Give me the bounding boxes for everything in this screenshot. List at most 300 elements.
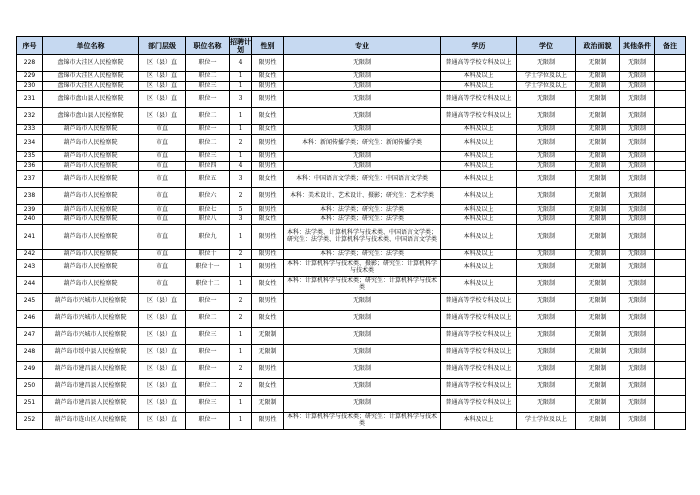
cell-gender: 限男性 [252, 361, 284, 378]
cell-gender: 限男性 [252, 293, 284, 310]
cell-political-status: 无限制 [576, 108, 620, 125]
cell-major: 无限制 [284, 72, 441, 82]
cell-unit-name: 葫芦岛市人民检察院 [43, 276, 139, 293]
cell-unit-name: 葫芦岛市建昌县人民检察院 [43, 378, 139, 395]
cell-major: 本科：法学类；研究生：法学类 [284, 205, 441, 215]
cell-political-status: 无限制 [576, 344, 620, 361]
cell-remarks [655, 188, 686, 205]
table-row [17, 91, 686, 108]
cell-major: 本科：美术设计、艺术设计、摄影；研究生：艺术学类 [284, 188, 441, 205]
cell-other-conditions: 无限制 [620, 276, 655, 293]
cell-education: 普通高等学校专科及以上 [441, 108, 517, 125]
cell-education: 普通高等学校专科及以上 [441, 378, 517, 395]
table-row [17, 188, 686, 205]
header-cell: 招聘计划 [230, 37, 251, 54]
cell-remarks [655, 55, 686, 72]
cell-unit-name: 葫芦岛市建昌县人民检察院 [43, 361, 139, 378]
cell-dept-level: 区（县）直 [139, 395, 186, 412]
table-row [17, 276, 686, 293]
cell-degree: 无限制 [517, 108, 576, 125]
cell-gender: 无限制 [252, 395, 284, 412]
cell-dept-level: 市直 [139, 215, 186, 225]
cell-major: 无限制 [284, 327, 441, 344]
cell-dept-level: 区（县）直 [139, 108, 186, 125]
cell-remarks [655, 91, 686, 108]
cell-position-name: 职位一 [186, 125, 230, 135]
table-row [17, 224, 686, 249]
cell-dept-level: 市直 [139, 135, 186, 152]
cell-gender: 限男性 [252, 188, 284, 205]
cell-dept-level: 市直 [139, 224, 186, 249]
cell-major: 无限制 [284, 152, 441, 162]
cell-position-name: 职位三 [186, 327, 230, 344]
cell-remarks [655, 205, 686, 215]
cell-other-conditions: 无限制 [620, 327, 655, 344]
cell-position-name: 职位二 [186, 135, 230, 152]
table-row [17, 327, 686, 344]
table-row [17, 395, 686, 412]
table-row [17, 72, 686, 82]
cell-serial-no: 231 [17, 91, 43, 108]
cell-other-conditions: 无限制 [620, 293, 655, 310]
cell-remarks [655, 72, 686, 82]
table-row [17, 55, 686, 72]
cell-education: 本科及以上 [441, 412, 517, 429]
cell-education: 本科及以上 [441, 259, 517, 276]
cell-dept-level: 区（县）直 [139, 293, 186, 310]
cell-plan-count: 1 [230, 72, 252, 82]
cell-serial-no: 237 [17, 171, 43, 188]
cell-major: 无限制 [284, 55, 441, 72]
cell-unit-name: 盘锦市盘山县人民检察院 [43, 91, 139, 108]
cell-major: 无限制 [284, 293, 441, 310]
cell-political-status: 无限制 [576, 412, 620, 429]
cell-serial-no: 252 [17, 412, 43, 429]
cell-education: 普通高等学校专科及以上 [441, 327, 517, 344]
cell-other-conditions: 无限制 [620, 361, 655, 378]
cell-education: 本科及以上 [441, 249, 517, 259]
header-cell: 学位 [517, 37, 576, 55]
cell-major: 本科：中国语言文学类；研究生：中国语言文学类 [284, 171, 441, 188]
cell-degree: 无限制 [517, 135, 576, 152]
cell-position-name: 职位五 [186, 171, 230, 188]
cell-plan-count: 3 [230, 215, 252, 225]
cell-remarks [655, 259, 686, 276]
cell-other-conditions: 无限制 [620, 135, 655, 152]
cell-serial-no: 235 [17, 152, 43, 162]
cell-other-conditions: 无限制 [620, 81, 655, 91]
cell-position-name: 职位九 [186, 224, 230, 249]
cell-remarks [655, 152, 686, 162]
cell-serial-no: 233 [17, 125, 43, 135]
cell-plan-count: 1 [230, 327, 252, 344]
cell-political-status: 无限制 [576, 171, 620, 188]
cell-remarks [655, 108, 686, 125]
cell-dept-level: 区（县）直 [139, 91, 186, 108]
table-row [17, 215, 686, 225]
cell-gender: 限男性 [252, 205, 284, 215]
cell-gender: 无限制 [252, 344, 284, 361]
cell-degree: 无限制 [517, 152, 576, 162]
cell-education: 普通高等学校专科及以上 [441, 344, 517, 361]
cell-plan-count: 1 [230, 259, 252, 276]
cell-gender: 限男性 [252, 91, 284, 108]
cell-gender: 限女性 [252, 276, 284, 293]
cell-dept-level: 区（县）直 [139, 327, 186, 344]
cell-other-conditions: 无限制 [620, 378, 655, 395]
cell-major: 无限制 [284, 91, 441, 108]
table-row [17, 378, 686, 395]
cell-serial-no: 238 [17, 188, 43, 205]
cell-serial-no: 240 [17, 215, 43, 225]
cell-serial-no: 244 [17, 276, 43, 293]
cell-gender: 限女性 [252, 72, 284, 82]
cell-other-conditions: 无限制 [620, 249, 655, 259]
cell-plan-count: 1 [230, 412, 252, 429]
table-row [17, 344, 686, 361]
cell-political-status: 无限制 [576, 152, 620, 162]
cell-dept-level: 区（县）直 [139, 310, 186, 327]
cell-major: 无限制 [284, 125, 441, 135]
cell-major: 无限制 [284, 378, 441, 395]
cell-gender: 限男性 [252, 412, 284, 429]
cell-political-status: 无限制 [576, 259, 620, 276]
cell-serial-no: 230 [17, 81, 43, 91]
cell-serial-no: 245 [17, 293, 43, 310]
cell-degree: 无限制 [517, 310, 576, 327]
cell-remarks [655, 276, 686, 293]
table-row [17, 135, 686, 152]
cell-gender: 限男性 [252, 135, 284, 152]
cell-serial-no: 232 [17, 108, 43, 125]
header-cell: 单位名称 [43, 37, 139, 55]
cell-serial-no: 242 [17, 249, 43, 259]
cell-dept-level: 市直 [139, 259, 186, 276]
cell-political-status: 无限制 [576, 276, 620, 293]
table-row [17, 361, 686, 378]
cell-degree: 无限制 [517, 55, 576, 72]
cell-gender: 限男性 [252, 224, 284, 249]
cell-other-conditions: 无限制 [620, 125, 655, 135]
cell-political-status: 无限制 [576, 205, 620, 215]
cell-education: 普通高等学校专科及以上 [441, 55, 517, 72]
table-row [17, 293, 686, 310]
cell-position-name: 职位六 [186, 188, 230, 205]
cell-remarks [655, 161, 686, 171]
cell-dept-level: 区（县）直 [139, 55, 186, 72]
cell-education: 普通高等学校专科及以上 [441, 395, 517, 412]
cell-remarks [655, 310, 686, 327]
cell-position-name: 职位二 [186, 378, 230, 395]
cell-dept-level: 区（县）直 [139, 378, 186, 395]
cell-major: 本科：法学类、计算机科学与技术类、中国语言文学类；研究生：法学类、计算机科学与技术类、中国语言文学类 [284, 224, 441, 249]
cell-political-status: 无限制 [576, 161, 620, 171]
table-row [17, 259, 686, 276]
table-row [17, 125, 686, 135]
cell-position-name: 职位一 [186, 55, 230, 72]
cell-gender: 限男性 [252, 259, 284, 276]
table-row [17, 310, 686, 327]
cell-remarks [655, 378, 686, 395]
cell-dept-level: 市直 [139, 171, 186, 188]
cell-position-name: 职位二 [186, 72, 230, 82]
cell-political-status: 无限制 [576, 215, 620, 225]
cell-plan-count: 2 [230, 188, 252, 205]
cell-degree: 无限制 [517, 224, 576, 249]
cell-unit-name: 葫芦岛市人民检察院 [43, 152, 139, 162]
cell-gender: 限女性 [252, 171, 284, 188]
cell-gender: 限男性 [252, 81, 284, 91]
cell-political-status: 无限制 [576, 395, 620, 412]
table-row [17, 81, 686, 91]
cell-unit-name: 葫芦岛市人民检察院 [43, 125, 139, 135]
cell-plan-count: 1 [230, 125, 252, 135]
cell-serial-no: 241 [17, 224, 43, 249]
cell-plan-count: 1 [230, 81, 252, 91]
cell-serial-no: 250 [17, 378, 43, 395]
header-row [17, 37, 686, 55]
cell-plan-count: 5 [230, 205, 252, 215]
cell-unit-name: 盘锦市大洼区人民检察院 [43, 72, 139, 82]
cell-degree: 无限制 [517, 276, 576, 293]
cell-position-name: 职位二 [186, 108, 230, 125]
cell-position-name: 职位十二 [186, 276, 230, 293]
cell-major: 本科：计算机科学与技术类；研究生：计算机科学与技术类 [284, 276, 441, 293]
cell-serial-no: 243 [17, 259, 43, 276]
cell-degree: 无限制 [517, 259, 576, 276]
cell-major: 无限制 [284, 161, 441, 171]
cell-education: 普通高等学校专科及以上 [441, 361, 517, 378]
cell-political-status: 无限制 [576, 293, 620, 310]
cell-dept-level: 市直 [139, 205, 186, 215]
cell-education: 本科及以上 [441, 152, 517, 162]
cell-plan-count: 4 [230, 55, 252, 72]
cell-remarks [655, 171, 686, 188]
cell-other-conditions: 无限制 [620, 344, 655, 361]
cell-other-conditions: 无限制 [620, 205, 655, 215]
cell-serial-no: 229 [17, 72, 43, 82]
cell-dept-level: 区（县）直 [139, 344, 186, 361]
cell-position-name: 职位一 [186, 293, 230, 310]
cell-education: 普通高等学校专科及以上 [441, 310, 517, 327]
cell-education: 本科及以上 [441, 135, 517, 152]
cell-degree: 无限制 [517, 249, 576, 259]
cell-serial-no: 249 [17, 361, 43, 378]
cell-dept-level: 市直 [139, 161, 186, 171]
header-cell: 性别 [252, 37, 284, 55]
table-row [17, 108, 686, 125]
cell-other-conditions: 无限制 [620, 412, 655, 429]
cell-political-status: 无限制 [576, 81, 620, 91]
cell-plan-count: 2 [230, 293, 252, 310]
header-cell: 其他条件 [620, 37, 655, 55]
recruitment-table [16, 36, 686, 430]
cell-gender: 限女性 [252, 310, 284, 327]
cell-unit-name: 葫芦岛市绥中县人民检察院 [43, 344, 139, 361]
cell-gender: 限女性 [252, 125, 284, 135]
cell-remarks [655, 344, 686, 361]
cell-education: 本科及以上 [441, 224, 517, 249]
cell-plan-count: 4 [230, 161, 252, 171]
cell-degree: 无限制 [517, 327, 576, 344]
cell-position-name: 职位一 [186, 91, 230, 108]
cell-dept-level: 市直 [139, 152, 186, 162]
cell-remarks [655, 395, 686, 412]
cell-unit-name: 葫芦岛市兴城市人民检察院 [43, 310, 139, 327]
cell-political-status: 无限制 [576, 310, 620, 327]
cell-remarks [655, 327, 686, 344]
header-cell: 学历 [441, 37, 517, 55]
cell-degree: 无限制 [517, 293, 576, 310]
cell-other-conditions: 无限制 [620, 72, 655, 82]
cell-major: 无限制 [284, 108, 441, 125]
cell-plan-count: 2 [230, 249, 252, 259]
cell-position-name: 职位一 [186, 344, 230, 361]
table-row [17, 412, 686, 429]
cell-position-name: 职位三 [186, 152, 230, 162]
cell-political-status: 无限制 [576, 378, 620, 395]
cell-remarks [655, 361, 686, 378]
cell-gender: 限女性 [252, 108, 284, 125]
cell-plan-count: 1 [230, 224, 252, 249]
cell-gender: 无限制 [252, 327, 284, 344]
cell-political-status: 无限制 [576, 188, 620, 205]
cell-position-name: 职位十 [186, 249, 230, 259]
cell-gender: 限女性 [252, 215, 284, 225]
cell-major: 无限制 [284, 344, 441, 361]
cell-position-name: 职位二 [186, 310, 230, 327]
cell-position-name: 职位十一 [186, 259, 230, 276]
cell-other-conditions: 无限制 [620, 171, 655, 188]
cell-major: 本科：计算机科学与技术类；研究生：计算机科学与技术类 [284, 412, 441, 429]
table-row [17, 152, 686, 162]
cell-plan-count: 2 [230, 135, 252, 152]
cell-plan-count: 1 [230, 152, 252, 162]
cell-degree: 无限制 [517, 171, 576, 188]
cell-plan-count: 2 [230, 310, 252, 327]
cell-education: 本科及以上 [441, 72, 517, 82]
cell-remarks [655, 412, 686, 429]
cell-other-conditions: 无限制 [620, 215, 655, 225]
cell-plan-count: 3 [230, 91, 252, 108]
cell-remarks [655, 215, 686, 225]
cell-education: 本科及以上 [441, 125, 517, 135]
cell-dept-level: 市直 [139, 188, 186, 205]
cell-plan-count: 1 [230, 395, 252, 412]
cell-dept-level: 市直 [139, 249, 186, 259]
cell-remarks [655, 125, 686, 135]
cell-education: 本科及以上 [441, 161, 517, 171]
cell-political-status: 无限制 [576, 91, 620, 108]
cell-plan-count: 1 [230, 344, 252, 361]
cell-major: 无限制 [284, 310, 441, 327]
cell-plan-count: 1 [230, 108, 252, 125]
cell-degree: 无限制 [517, 378, 576, 395]
cell-remarks [655, 81, 686, 91]
cell-education: 普通高等学校专科及以上 [441, 91, 517, 108]
cell-degree: 无限制 [517, 91, 576, 108]
cell-other-conditions: 无限制 [620, 395, 655, 412]
cell-dept-level: 区（县）直 [139, 81, 186, 91]
cell-political-status: 无限制 [576, 249, 620, 259]
cell-political-status: 无限制 [576, 327, 620, 344]
cell-position-name: 职位四 [186, 161, 230, 171]
cell-dept-level: 区（县）直 [139, 412, 186, 429]
cell-serial-no: 248 [17, 344, 43, 361]
cell-degree: 无限制 [517, 161, 576, 171]
cell-degree: 无限制 [517, 188, 576, 205]
cell-other-conditions: 无限制 [620, 108, 655, 125]
cell-serial-no: 228 [17, 55, 43, 72]
header-cell: 备注 [655, 37, 686, 55]
cell-degree: 无限制 [517, 215, 576, 225]
cell-remarks [655, 249, 686, 259]
cell-unit-name: 葫芦岛市建昌县人民检察院 [43, 395, 139, 412]
cell-major: 本科：法学类；研究生：法学类 [284, 249, 441, 259]
cell-education: 本科及以上 [441, 171, 517, 188]
cell-position-name: 职位一 [186, 412, 230, 429]
cell-degree: 无限制 [517, 395, 576, 412]
cell-degree: 无限制 [517, 205, 576, 215]
cell-serial-no: 247 [17, 327, 43, 344]
cell-dept-level: 市直 [139, 125, 186, 135]
cell-gender: 限女性 [252, 378, 284, 395]
cell-unit-name: 葫芦岛市兴城市人民检察院 [43, 293, 139, 310]
cell-political-status: 无限制 [576, 55, 620, 72]
cell-degree: 学士学位及以上 [517, 72, 576, 82]
cell-unit-name: 葫芦岛市连山区人民检察院 [43, 412, 139, 429]
cell-degree: 无限制 [517, 344, 576, 361]
cell-other-conditions: 无限制 [620, 259, 655, 276]
cell-political-status: 无限制 [576, 361, 620, 378]
cell-position-name: 职位一 [186, 361, 230, 378]
cell-serial-no: 234 [17, 135, 43, 152]
cell-unit-name: 葫芦岛市人民检察院 [43, 224, 139, 249]
cell-other-conditions: 无限制 [620, 161, 655, 171]
cell-degree: 无限制 [517, 361, 576, 378]
cell-remarks [655, 293, 686, 310]
cell-unit-name: 盘锦市大洼区人民检察院 [43, 81, 139, 91]
cell-unit-name: 葫芦岛市人民检察院 [43, 205, 139, 215]
cell-other-conditions: 无限制 [620, 224, 655, 249]
cell-political-status: 无限制 [576, 135, 620, 152]
cell-major: 无限制 [284, 81, 441, 91]
cell-unit-name: 盘锦市盘山县人民检察院 [43, 108, 139, 125]
cell-major: 本科：法学类；研究生：法学类 [284, 215, 441, 225]
cell-unit-name: 葫芦岛市人民检察院 [43, 249, 139, 259]
cell-unit-name: 葫芦岛市人民检察院 [43, 188, 139, 205]
cell-degree: 学士学位及以上 [517, 81, 576, 91]
cell-dept-level: 区（县）直 [139, 72, 186, 82]
cell-education: 普通高等学校专科及以上 [441, 293, 517, 310]
table-row [17, 161, 686, 171]
cell-serial-no: 236 [17, 161, 43, 171]
cell-unit-name: 盘锦市大洼区人民检察院 [43, 55, 139, 72]
cell-major: 无限制 [284, 395, 441, 412]
cell-education: 本科及以上 [441, 188, 517, 205]
table-body [17, 55, 686, 430]
header-cell: 序号 [17, 37, 43, 55]
cell-degree: 学士学位及以上 [517, 412, 576, 429]
cell-dept-level: 市直 [139, 276, 186, 293]
table-row [17, 249, 686, 259]
cell-plan-count: 1 [230, 276, 252, 293]
cell-serial-no: 246 [17, 310, 43, 327]
cell-position-name: 职位三 [186, 81, 230, 91]
cell-remarks [655, 224, 686, 249]
cell-position-name: 职位八 [186, 215, 230, 225]
cell-plan-count: 2 [230, 378, 252, 395]
